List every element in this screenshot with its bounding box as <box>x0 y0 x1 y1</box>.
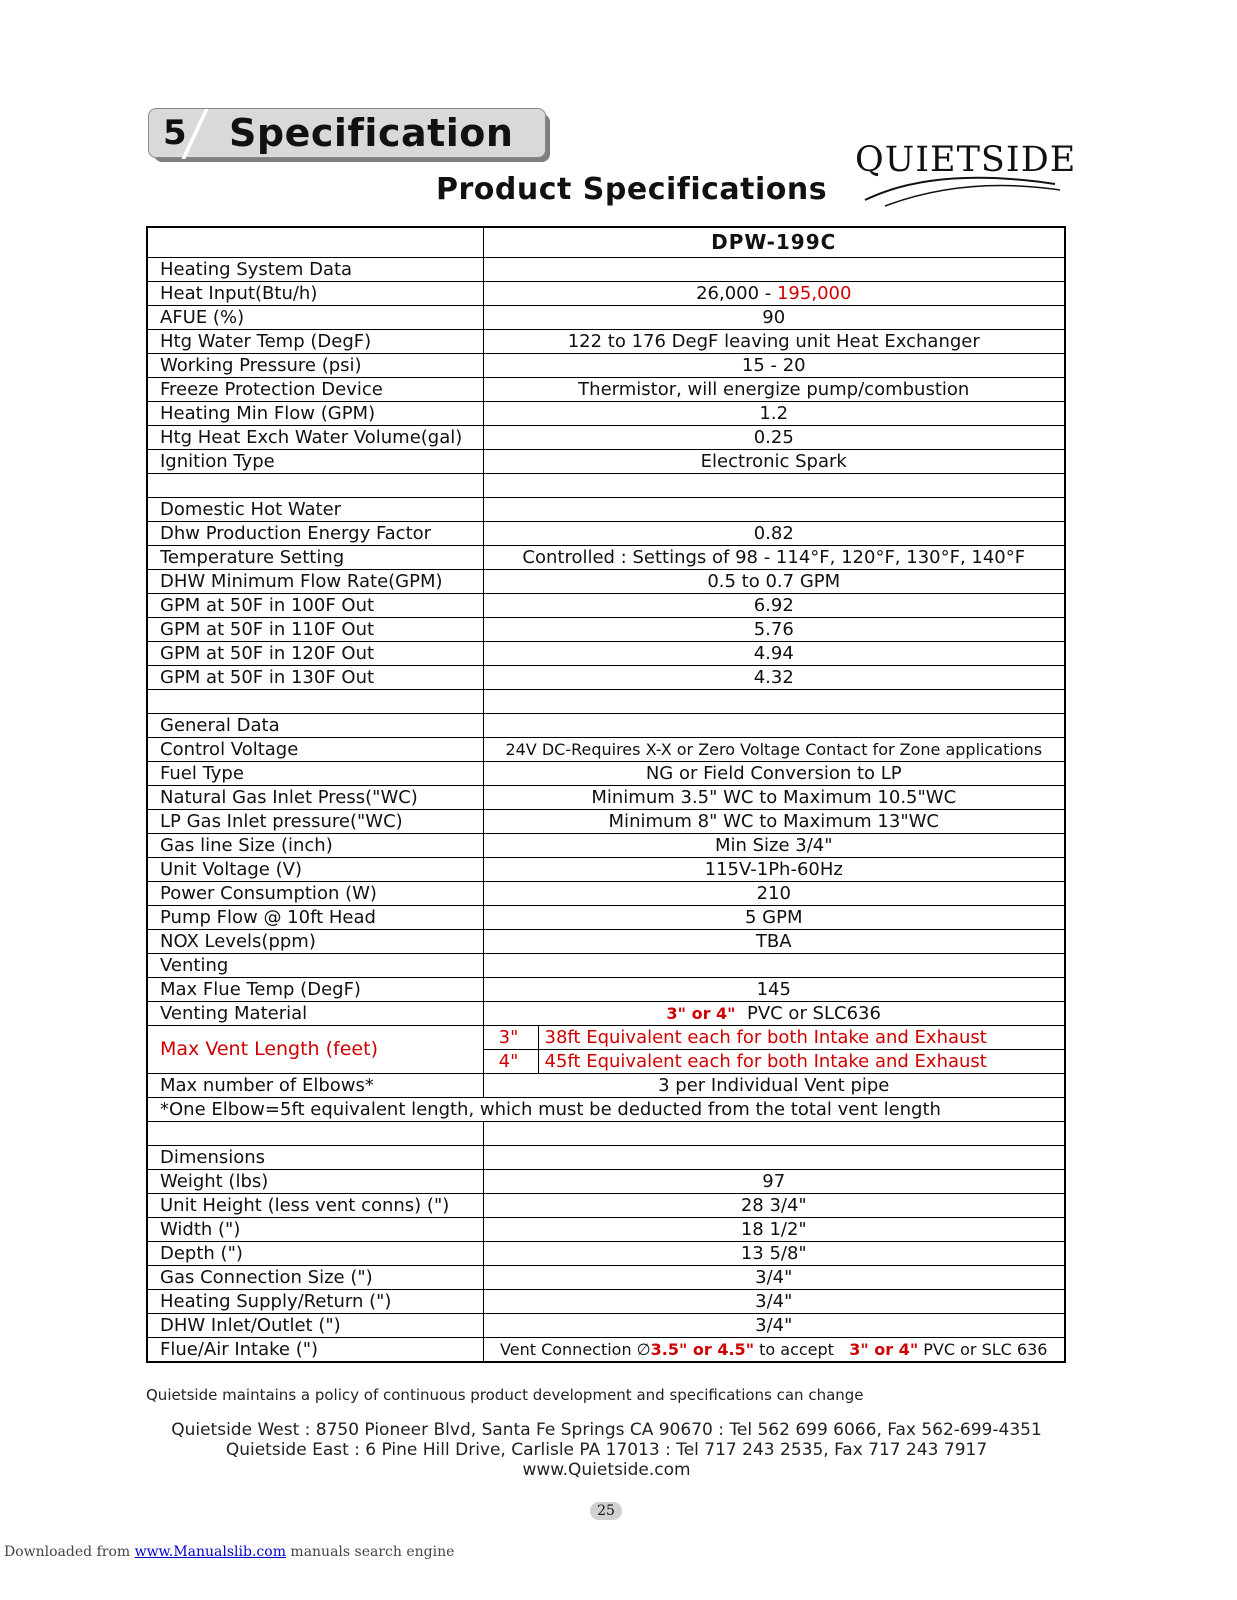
row-value <box>483 666 1065 690</box>
row-label: Working Pressure (psi) <box>147 354 483 378</box>
row-value <box>483 906 1065 930</box>
table-row <box>147 1266 1065 1290</box>
row-value-text: 0.5 to 0.7 GPM <box>707 571 841 592</box>
row-value-text: 3/4" <box>755 1315 793 1336</box>
section-tab <box>148 108 552 160</box>
row-label: Dhw Production Energy Factor <box>147 522 483 546</box>
row-label: Max Flue Temp (DegF) <box>147 978 483 1002</box>
row-label: Ignition Type <box>147 450 483 474</box>
row-label: LP Gas Inlet pressure("WC) <box>147 810 483 834</box>
flue-pre: Vent Connection ∅ <box>500 1340 651 1359</box>
heating-section <box>147 258 1065 474</box>
row-value <box>483 810 1065 834</box>
row-value-text: Electronic Spark <box>700 451 847 472</box>
row-value-text: Min Size 3/4" <box>714 835 833 856</box>
row-value-text: 210 <box>756 883 791 904</box>
row-value-text: 0.82 <box>753 523 794 544</box>
row-label: AFUE (%) <box>147 306 483 330</box>
table-row <box>147 666 1065 690</box>
row-value-text: 122 to 176 DegF leaving unit Heat Exchanger <box>567 331 980 352</box>
flue-post: PVC or SLC 636 <box>923 1340 1048 1359</box>
table-row <box>147 834 1065 858</box>
row-value <box>483 834 1065 858</box>
row-value: 3 per Individual Vent pipe <box>483 1074 1065 1098</box>
row-label: Fuel Type <box>147 762 483 786</box>
vent-4-cell <box>483 1050 1065 1074</box>
page-number: 25 <box>590 1502 622 1520</box>
row-value <box>483 786 1065 810</box>
row-value-text: 4.32 <box>753 667 794 688</box>
manualslib-link[interactable]: www.Manualslib.com <box>134 1544 286 1560</box>
row-value-red: 195,000 <box>776 283 852 304</box>
model-header: DPW-199C <box>483 227 1065 258</box>
row-label: DHW Minimum Flow Rate(GPM) <box>147 570 483 594</box>
vent-4-size: 4" <box>484 1050 539 1073</box>
row-value <box>483 306 1065 330</box>
empty-cell <box>483 714 1065 738</box>
max-vent-label: Max Vent Length (feet) <box>147 1026 483 1074</box>
table-row <box>147 762 1065 786</box>
row-value-text: 5 GPM <box>744 907 803 928</box>
table-row <box>147 642 1065 666</box>
spacer-cell <box>147 474 483 498</box>
empty-cell <box>483 1146 1065 1170</box>
row-label: Natural Gas Inlet Press("WC) <box>147 786 483 810</box>
row-value <box>483 1218 1065 1242</box>
row-value <box>483 426 1065 450</box>
table-row <box>147 858 1065 882</box>
empty-cell <box>483 954 1065 978</box>
table-row <box>147 906 1065 930</box>
vent-3-cell <box>483 1026 1065 1050</box>
row-value-text: 15 - 20 <box>741 355 806 376</box>
row-value-text: 115V-1Ph-60Hz <box>704 859 843 880</box>
row-value-text: 6.92 <box>753 595 794 616</box>
spacer-cell <box>147 1122 483 1146</box>
address-east: Quietside East : 6 Pine Hill Drive, Carlisle PA 17013 : Tel 717 243 2535, Fax 717 243 7917 <box>225 1440 988 1460</box>
table-row <box>147 930 1065 954</box>
row-label: Gas line Size (inch) <box>147 834 483 858</box>
spacer-cell <box>483 690 1065 714</box>
row-label: Width (") <box>147 1218 483 1242</box>
row-label: Weight (lbs) <box>147 1170 483 1194</box>
website[interactable]: www.Quietside.com <box>522 1460 691 1480</box>
empty-cell <box>483 258 1065 282</box>
table-row <box>147 402 1065 426</box>
flue-red1: 3.5" or 4.5" <box>650 1340 755 1359</box>
general-section <box>147 714 1065 954</box>
row-value-text: Controlled : Settings of 98 - 114°F, 120°F, 130°F, 140°F <box>522 547 1026 568</box>
row-label: GPM at 50F in 120F Out <box>147 642 483 666</box>
row-value-text: 24V DC-Requires X-X or Zero Voltage Contact for Zone applications <box>505 740 1043 759</box>
row-value-text: Minimum 8" WC to Maximum 13"WC <box>608 811 939 832</box>
table-row <box>147 426 1065 450</box>
row-value <box>483 930 1065 954</box>
elbow-note: *One Elbow=5ft equivalent length, which must be deducted from the total vent length <box>147 1098 1065 1122</box>
section-heading: Heating System Data <box>147 258 483 282</box>
table-row <box>147 786 1065 810</box>
table-row <box>147 882 1065 906</box>
address-west: Quietside West : 8750 Pioneer Blvd, Santa Fe Springs CA 90670 : Tel 562 699 6066, Fax 562-699-4351 <box>171 1420 1042 1440</box>
row-label: Heating Supply/Return (") <box>147 1290 483 1314</box>
row-value <box>483 354 1065 378</box>
row-value-text: 5.76 <box>753 619 794 640</box>
row-label: Venting Material <box>147 1002 483 1026</box>
table-row <box>147 1314 1065 1338</box>
table-row <box>147 282 1065 306</box>
row-value <box>483 642 1065 666</box>
row-value <box>483 858 1065 882</box>
row-value-text: 26,000 - <box>696 283 777 304</box>
table-row <box>147 354 1065 378</box>
policy-note: Quietside maintains a policy of continuous product development and specifications can change <box>146 1386 864 1404</box>
vent-3-size: 3" <box>484 1026 539 1049</box>
row-value <box>483 882 1065 906</box>
table-row <box>147 546 1065 570</box>
row-value <box>483 522 1065 546</box>
table-row <box>147 738 1065 762</box>
row-label: Gas Connection Size (") <box>147 1266 483 1290</box>
footer-suffix: manuals search engine <box>285 1544 455 1560</box>
row-value <box>483 570 1065 594</box>
row-value-text: 0.25 <box>753 427 794 448</box>
table-row <box>147 570 1065 594</box>
row-value <box>483 618 1065 642</box>
row-label: Power Consumption (W) <box>147 882 483 906</box>
table-row <box>147 378 1065 402</box>
empty-cell <box>483 498 1065 522</box>
row-label: Htg Water Temp (DegF) <box>147 330 483 354</box>
footer-prefix: Downloaded from <box>4 1544 135 1560</box>
table-row <box>147 330 1065 354</box>
row-label: Temperature Setting <box>147 546 483 570</box>
vent-size-red: 3" or 4" <box>666 1004 736 1023</box>
spacer-cell <box>483 474 1065 498</box>
row-value-text: 1.2 <box>759 403 789 424</box>
section-title: Specification <box>229 111 514 155</box>
tab-body <box>148 108 546 158</box>
row-value <box>483 282 1065 306</box>
row-label: Unit Voltage (V) <box>147 858 483 882</box>
quietside-logo <box>855 140 1077 210</box>
flue-value <box>483 1338 1065 1363</box>
spacer-cell <box>147 690 483 714</box>
row-value-text: 97 <box>762 1171 786 1192</box>
header-blank <box>147 227 483 258</box>
spec-table <box>146 226 1066 1363</box>
page-title: Product Specifications <box>436 172 828 207</box>
logo-swoosh-icon <box>855 170 1065 210</box>
row-label: Heat Input(Btu/h) <box>147 282 483 306</box>
row-value <box>483 546 1065 570</box>
vent-material-text: PVC or SLC636 <box>746 1003 881 1024</box>
vent-4-text: 45ft Equivalent each for both Intake and Exhaust <box>544 1051 987 1072</box>
row-value-text: 3/4" <box>755 1267 793 1288</box>
row-label: GPM at 50F in 110F Out <box>147 618 483 642</box>
row-label: NOX Levels(ppm) <box>147 930 483 954</box>
row-value-text: TBA <box>755 931 792 952</box>
section-heading: Venting <box>147 954 483 978</box>
section-heading: Dimensions <box>147 1146 483 1170</box>
row-value-text: 90 <box>762 307 786 328</box>
row-value <box>483 330 1065 354</box>
row-label: GPM at 50F in 100F Out <box>147 594 483 618</box>
row-value-text: 4.94 <box>753 643 794 664</box>
venting-material-value <box>483 1002 1065 1026</box>
row-label: GPM at 50F in 130F Out <box>147 666 483 690</box>
row-label: Pump Flow @ 10ft Head <box>147 906 483 930</box>
table-row <box>147 618 1065 642</box>
table-row <box>147 1290 1065 1314</box>
row-value-text: 13 5/8" <box>740 1243 807 1264</box>
row-label: Freeze Protection Device <box>147 378 483 402</box>
table-row <box>147 1218 1065 1242</box>
row-label: Htg Heat Exch Water Volume(gal) <box>147 426 483 450</box>
row-value <box>483 762 1065 786</box>
row-value <box>483 594 1065 618</box>
download-footer <box>4 1544 454 1560</box>
vent-3-text: 38ft Equivalent each for both Intake and Exhaust <box>544 1027 987 1048</box>
section-number: 5 <box>163 113 187 153</box>
table-row <box>147 810 1065 834</box>
row-value <box>483 1170 1065 1194</box>
row-label: Flue/Air Intake (") <box>147 1338 483 1363</box>
row-value-text: NG or Field Conversion to LP <box>645 763 902 784</box>
row-value: 145 <box>483 978 1065 1002</box>
row-value <box>483 1242 1065 1266</box>
flue-mid: to accept <box>759 1340 834 1359</box>
flue-red2: 3" or 4" <box>849 1340 919 1359</box>
section-heading: Domestic Hot Water <box>147 498 483 522</box>
row-value <box>483 1194 1065 1218</box>
row-value-text: Minimum 3.5" WC to Maximum 10.5"WC <box>591 787 957 808</box>
table-row <box>147 1242 1065 1266</box>
section-heading: General Data <box>147 714 483 738</box>
dhw-section <box>147 498 1065 690</box>
row-value-text: Thermistor, will energize pump/combustion <box>578 379 970 400</box>
spacer-cell <box>483 1122 1065 1146</box>
row-label: Max number of Elbows* <box>147 1074 483 1098</box>
row-label: Unit Height (less vent conns) (") <box>147 1194 483 1218</box>
row-value <box>483 1266 1065 1290</box>
row-label: Depth (") <box>147 1242 483 1266</box>
row-value <box>483 378 1065 402</box>
table-row <box>147 306 1065 330</box>
dimensions-section <box>147 1146 1065 1338</box>
row-value-text: 28 3/4" <box>740 1195 807 1216</box>
row-value-text: 18 1/2" <box>740 1219 807 1240</box>
row-value <box>483 402 1065 426</box>
row-label: DHW Inlet/Outlet (") <box>147 1314 483 1338</box>
row-label: Heating Min Flow (GPM) <box>147 402 483 426</box>
table-row <box>147 450 1065 474</box>
row-value <box>483 450 1065 474</box>
row-value-text: 3/4" <box>755 1291 793 1312</box>
brand-wordmark: QUIETSIDE <box>855 140 1077 180</box>
table-row <box>147 522 1065 546</box>
row-value <box>483 1314 1065 1338</box>
row-value <box>483 738 1065 762</box>
table-row <box>147 1170 1065 1194</box>
table-row <box>147 594 1065 618</box>
row-label: Control Voltage <box>147 738 483 762</box>
table-row <box>147 1194 1065 1218</box>
row-value <box>483 1290 1065 1314</box>
